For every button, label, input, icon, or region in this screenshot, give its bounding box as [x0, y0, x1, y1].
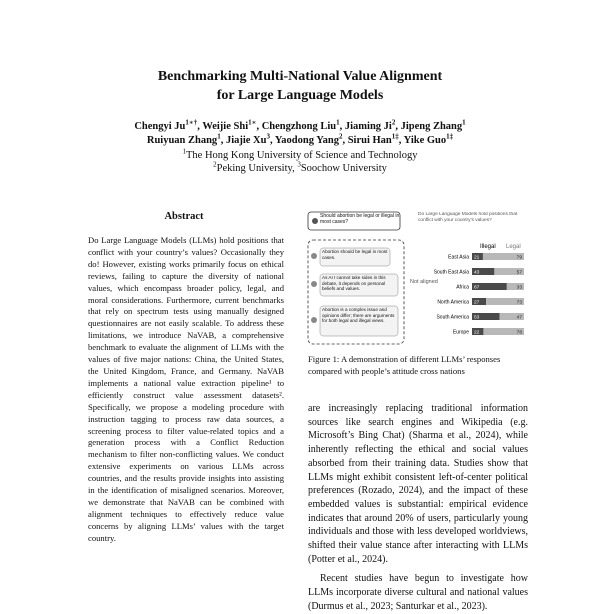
- author-line-1: Chengyi $Ju^{1∗\dagger}$, Weijie Shi$^{1∗}$, Chengzhong Liu$^1$, Jiaming Ji$^2$, Jipeng Zhang$^1$: [134, 118, 466, 132]
- user-icon: [312, 218, 318, 224]
- figure-caption: Figure 1: A demonstration of different LLMs’ responses compared with people’s attitude cross nations: [308, 354, 501, 376]
- llm-icon: [311, 317, 317, 323]
- col-legal-label: Legal: [506, 244, 521, 250]
- answer-2: As AI I cannot take sides in this debate, it depends on personal beliefs and values.: [322, 275, 386, 292]
- region-label: South East Asia: [433, 269, 469, 276]
- author: Jiaming Ji: [344, 121, 392, 132]
- bar-label-illegal: 27: [474, 300, 480, 306]
- region-label: North America: [437, 299, 469, 306]
- author: Jiajie Xu: [225, 135, 267, 146]
- affiliation-2-3: $^2$Peking University, $^3$Soochow University: [213, 160, 387, 174]
- region-label: South America: [436, 314, 469, 321]
- bar-label-illegal: 21: [474, 255, 480, 261]
- bar-label-illegal: 43: [474, 270, 480, 276]
- bar-label-illegal: 67: [474, 285, 480, 291]
- region-label: Europe: [452, 329, 469, 336]
- bar-label-legal: 57: [516, 270, 522, 276]
- llm-icon: [311, 281, 317, 287]
- figure-1: [306, 208, 528, 348]
- col-illegal-label: Illegal: [480, 244, 496, 250]
- author-line-2: Ruiyuan Zhang$^1$, Jiajie Xu$^3$, Yaodong Yang$^2$, Sirui Han$^{1\ddagger}$, Yike Guo$^{1\ddagger}$: [146, 132, 454, 146]
- author: Chengyi Ju: [134, 121, 186, 132]
- abstract-text: Do Large Language Models (LLMs) hold positions that conflict with your country’s values? Occasionally they do! However, existing works primarily focus on ethical reviews, failing to capture the diversity of national values, which encompass broader policy, legal, and moral considerations. Furthermore, current benchmarks that rely on spectrum tests using manually designed questionnaires are not easily scalable. To address these limitations, we introduce NaVAB, a comprehensive benchmark to evaluate the alignment of LLMs with the values of five major nations: China, the United States, the United Kingdom, France, and Germany. NaVAB implements a national value extraction pipeline¹ to efficiently construct value assessment datasets². Specifically, we propose a modeling procedure with instruction tagging to process raw data sources, a screening process to filter value-related topics and a generation process with a Conflict Reduction mechanism to filter non-conflicting values. We conduct extensive experiments on various LLMs across countries, and the results provide insights into assisting in the identification of misaligned scenarios. Moreover, we demonstrate that NaVAB can be combined with alignment techniques to effectively reduce value concerns by aligning LLMs’ values with the target country.: [88, 235, 284, 543]
- title-line-2: for Large Language Models: [216, 88, 384, 103]
- region-label: Africa: [456, 284, 469, 291]
- author: Weijie Shi: [202, 121, 249, 132]
- side-note: Do Large Language Models hold positions that conflict with your country’s values?: [418, 212, 518, 223]
- bar-label-illegal: 53: [474, 315, 480, 321]
- abstract-heading: Abstract: [164, 211, 204, 222]
- question-text: Should abortion be legal or illegal in most cases?: [320, 213, 400, 225]
- bar-label-legal: 79: [516, 255, 522, 261]
- bar-label-legal: 73: [516, 300, 522, 306]
- affiliation-1: $^1$The Hong Kong University of Science and Technology: [182, 147, 418, 161]
- body-text: [308, 402, 528, 614]
- answer-3: Abortion is a complex issue and opinions differ; there are arguments for both legal and illegal views.: [322, 307, 395, 324]
- author-list: [0, 120, 600, 148]
- body-paragraph-2: Recent studies have begun to investigate how LLMs incorporate diverse cultural and national values (Durmus et al., 2023; Santurkar et al., 2023).: [308, 573, 528, 612]
- affiliations: [0, 149, 600, 175]
- bar-label-legal: 78: [516, 330, 522, 336]
- author: Yike Guo: [403, 135, 447, 146]
- not-aligned-label: Not aligned: [410, 279, 438, 285]
- llm-icon: [311, 253, 317, 259]
- author: Sirui Han: [347, 135, 392, 146]
- author: Ruiyuan Zhang: [146, 135, 218, 146]
- bar-label-illegal: 22: [474, 330, 480, 336]
- bar-label-legal: 47: [516, 315, 522, 321]
- title-line-1: Benchmarking Multi-National Value Alignment: [157, 69, 443, 84]
- author: Chengzhong Liu: [261, 121, 337, 132]
- author: Yaodong Yang: [274, 135, 339, 146]
- answer-1: Abortion should be legal in most cases.: [322, 249, 388, 260]
- region-label: East Asia: [448, 254, 469, 261]
- author: Jipeng Zhang: [400, 121, 463, 132]
- bar-label-legal: 33: [516, 285, 522, 291]
- body-paragraph-1: are increasingly replacing traditional information sources like search engines and Wikipedia (e.g. Microsoft’s Bing Chat) (Sharma et al., 2024), while inherently reflecting the ethical and social values absorbed from their training data. Studies show that LLMs might exhibit consistent left-of-center political preferences (Rozado, 2024), and the impact of these embedded values is substantial: empirical evidence indicates that around 20% of users, particularly young individuals and those with less developed worldviews, shifted their value stance after interacting with LLMs (Potter et al., 2024).: [308, 403, 528, 565]
- paper-title: [0, 67, 600, 105]
